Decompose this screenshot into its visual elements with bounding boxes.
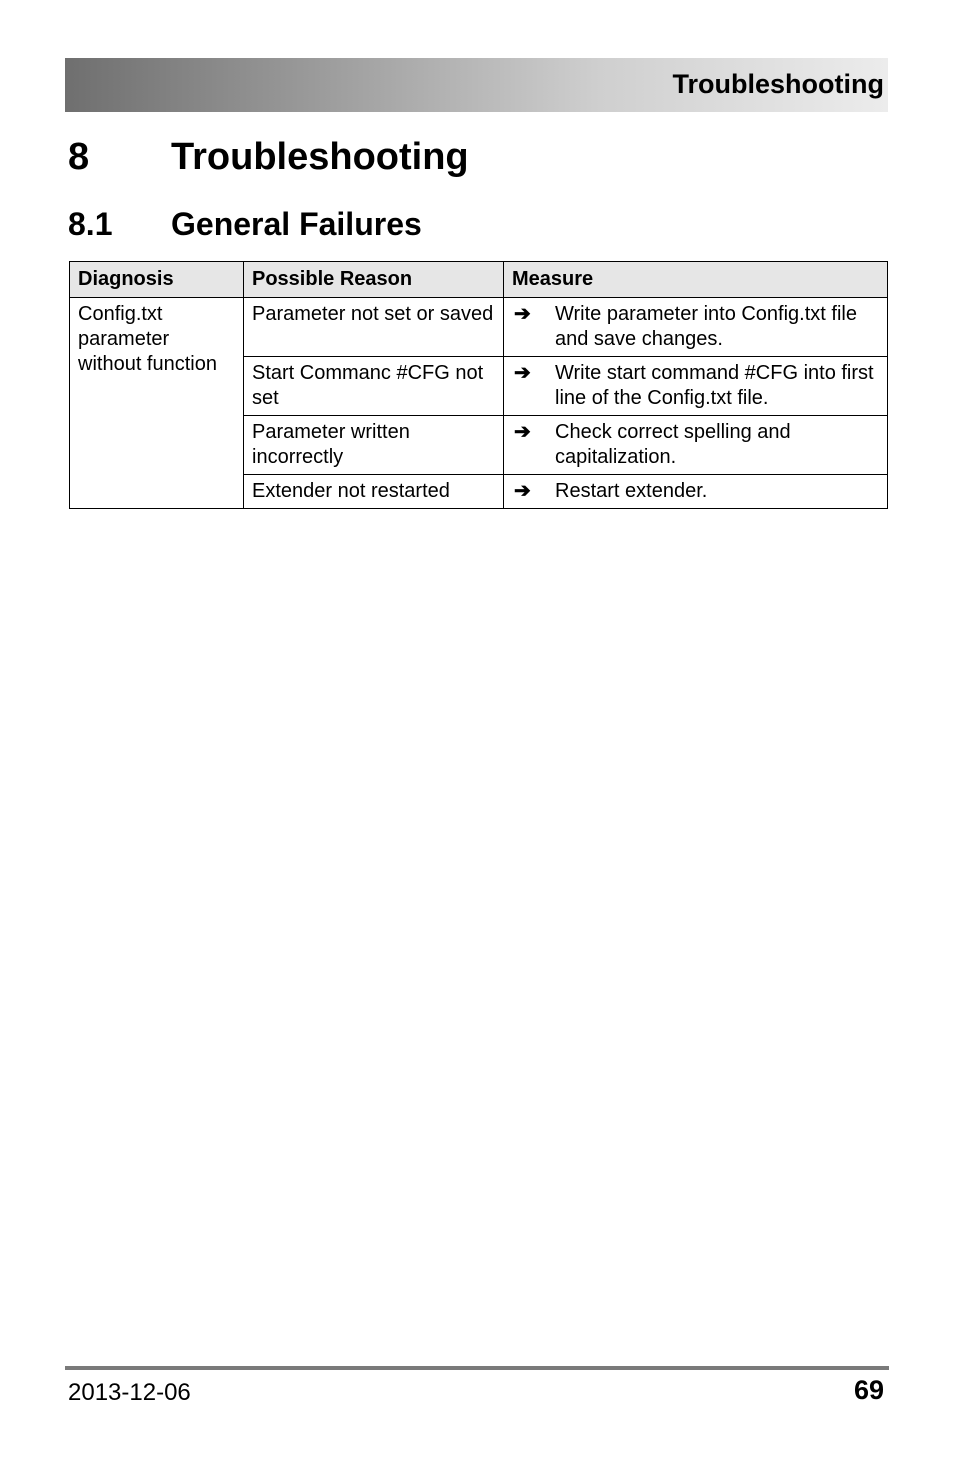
section-title: General Failures [171,206,422,242]
measure-text: Write parameter into Config.txt file and save changes. [555,303,857,350]
measure-text: Write start command #CFG into first line of the Config.txt file. [555,362,874,409]
failures-table [69,261,888,509]
chapter-number: 8 [68,136,90,178]
header-bar [65,58,888,112]
running-header-title: Troubleshooting [672,69,884,99]
table-header-row [70,262,888,298]
header-possible-reason: Possible Reason [244,262,504,298]
reason-cell: Start Commanc #CFG not set [244,357,504,416]
section-heading [68,206,422,243]
measure-text: Check correct spelling and capitalization. [555,421,791,468]
measure-cell [504,357,888,416]
reason-cell: Parameter not set or saved [244,298,504,357]
chapter-title: Troubleshooting [171,136,469,178]
measure-cell [504,298,888,357]
header-diagnosis: Diagnosis [70,262,244,298]
arrow-right-icon: ➔ [514,362,531,384]
measure-cell [504,475,888,509]
section-number: 8.1 [68,206,113,242]
reason-cell: Parameter written incorrectly [244,416,504,475]
arrow-right-icon: ➔ [514,303,531,325]
header-measure: Measure [504,262,888,298]
chapter-heading [68,136,469,179]
measure-text: Restart extender. [555,480,708,502]
arrow-right-icon: ➔ [514,480,531,502]
page-number: 69 [853,1375,884,1405]
table-row [70,298,888,357]
diagnosis-cell: Config.txt parameter without function [70,298,244,509]
measure-cell [504,416,888,475]
footer-rule [65,1366,889,1370]
reason-cell: Extender not restarted [244,475,504,509]
arrow-right-icon: ➔ [514,421,531,443]
footer-date: 2013-12-06 [68,1379,191,1406]
